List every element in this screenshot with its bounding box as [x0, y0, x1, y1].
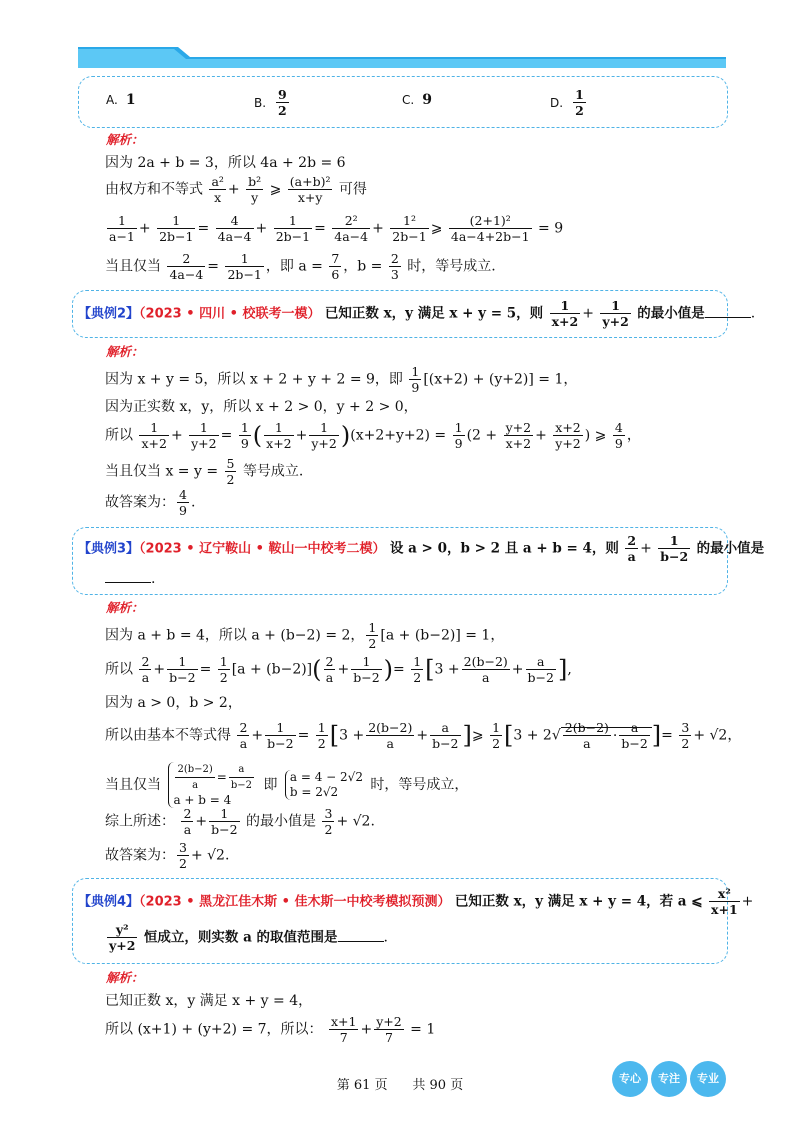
badge-zhuanzhu: 专注 — [651, 1061, 687, 1097]
badge-zhuanxin: 专心 — [612, 1061, 648, 1097]
option-a[interactable]: A. 1 — [106, 92, 136, 108]
ex3-line6: 综上所述： $\frac{2}{a}$ + $\frac{1}{b-2}$ 的最小值是 $\frac{3}{2}$ + √2. — [105, 806, 375, 837]
example4-question-cont: $\frac{\text{y²}}{y+2}$ 恒成立，则实数 a 的取值范围是 . — [109, 922, 388, 953]
example3-question: 【典例3】（2023 • 辽宁鞍山 • 鞍山一中校考二模） 设 a > 0，b > 2 且 a + b = 4，则 $\frac{2}{a}$ + $\frac{1}{b-2}$ 的最小值是 — [78, 533, 765, 564]
ex4-line1: 已知正数 x，y 满足 x + y = 4， — [105, 993, 313, 1009]
ex2-line1: 因为 x + y = 5，所以 x + 2 + y + 2 = 9，即 $\frac{1}{9}$ [(x+2) + (y+2)] = 1， — [105, 364, 578, 395]
solution-label: 解析： — [106, 132, 144, 147]
ex3-line1: 因为 a + b = 4，所以 a + (b−2) = 2， $\frac{1}{2}$ [a + (b−2)] = 1， — [105, 620, 505, 651]
option-b[interactable]: B. $\frac{9}{2}$ — [254, 87, 287, 118]
ex2-line3: 所以 $\frac{1}{x+2}$ + $\frac{1}{y+2}$ = $\frac{1}{9}$ ( $\frac{1}{x+2}$ + $\frac{1}{y+2}$ )(x+2+y+2) = $\frac{1}{9}$ (2 + $\frac{y+2}{x+2}$ + $\frac{x+2}{y+2}$ ) ⩾ $\frac{4}{9}$ ， — [105, 420, 641, 451]
page-total: 共 90 页 — [412, 1078, 464, 1093]
answer-blank[interactable] — [705, 305, 751, 318]
solution-label: 解析： — [106, 600, 144, 615]
sol1-line1: 因为 2a + b = 3，所以 4a + 2b = 6 — [105, 155, 346, 171]
header-bar — [78, 47, 726, 68]
ex3-line3: 因为 a > 0，b > 2， — [105, 695, 242, 711]
badge-zhuanye: 专业 — [690, 1061, 726, 1097]
example4-question: 【典例4】（2023 • 黑龙江佳木斯 • 佳木斯一中校考模拟预测） 已知正数 x，y 满足 x + y = 4，若 a ⩽ $\frac{\text{x²}}{x+1}$ + — [78, 886, 754, 917]
solution-label: 解析： — [106, 344, 144, 359]
ex4-line2: 所以 (x+1) + (y+2) = 7，所以： $\frac{x+1}{7}$ + $\frac{y+2}{7}$ = 1 — [105, 1014, 436, 1045]
example2-question: 【典例2】（2023 • 四川 • 校联考一模） 已知正数 x，y 满足 x + y = 5，则 $\frac{1}{x+2}$ + $\frac{1}{y+2}$ 的最小值是 . — [78, 298, 756, 329]
ex2-line4: 当且仅当 x = y = $\frac{5}{2}$ 等号成立. — [105, 456, 304, 487]
answer-blank[interactable] — [338, 929, 384, 942]
ex3-line5: 当且仅当 $\frac{2(b-2)}{a}$ = $\frac{a}{b-2}$ a + b = 4 即 a = 4 − 2√2 b = 2√2 时，等号成立， — [105, 764, 469, 807]
ex3-answer: 故答案为： $\frac{3}{2}$ + √2. — [105, 840, 230, 871]
option-c[interactable]: C. 9 — [402, 92, 432, 108]
ex2-line2: 因为正实数 x，y，所以 x + 2 > 0，y + 2 > 0， — [105, 399, 418, 415]
ex3-line2: 所以 $\frac{2}{a}$ + $\frac{1}{b-2}$ = $\frac{1}{2}$ [a + (b−2)]( $\frac{2}{a}$ + $\frac{1}{b-2}$ )= $\frac{1}{2}$ [3 + $\frac{2(b-2)}{a}$ + $\frac{a}{b-2}$ ], — [105, 654, 572, 685]
ex2-answer: 故答案为： $\frac{4}{9}$ . — [105, 487, 196, 518]
sol1-line2: 由权方和不等式 $\frac{\text{a²}}{x}$ + $\frac{\text{b²}}{y}$ ⩾ $\frac{\text{(a+b)²}}{x+y}$ 可得 — [105, 174, 367, 205]
example3-blank[interactable]: . — [105, 570, 155, 587]
ex3-line4: 所以由基本不等式得 $\frac{2}{a}$ + $\frac{1}{b-2}$ = $\frac{1}{2}$ [3 + $\frac{2(b-2)}{a}$ + $\frac{a}{b-2}$ ]⩾ $\frac{1}{2}$ [3 + 2√ $\frac{2(b-2)}{a}$ · $\frac{a}{b-2}$ ]= $\frac{3}{2}$ + √2， — [105, 720, 742, 751]
sol1-line3: $\frac{1}{a-1}$ + $\frac{1}{2b-1}$ = $\frac{4}{4a-4}$ + $\frac{1}{2b-1}$ = $\frac{\text{2²}}{4a-4}$ + $\frac{\text{1²}}{2b-1}$ ⩾ $\frac{\text{(2+1)²}}{4a-4+2b-1}$ = 9 — [109, 213, 564, 244]
sol1-line4: 当且仅当 $\frac{2}{4a-4}$ = $\frac{1}{2b-1}$ ，即 a = $\frac{7}{6}$ ，b = $\frac{2}{3}$ 时，等号成立. — [105, 251, 496, 282]
solution-label: 解析： — [106, 970, 144, 985]
option-d[interactable]: D. $\frac{1}{2}$ — [550, 87, 584, 118]
page-number: 第 61 页 — [336, 1078, 388, 1093]
